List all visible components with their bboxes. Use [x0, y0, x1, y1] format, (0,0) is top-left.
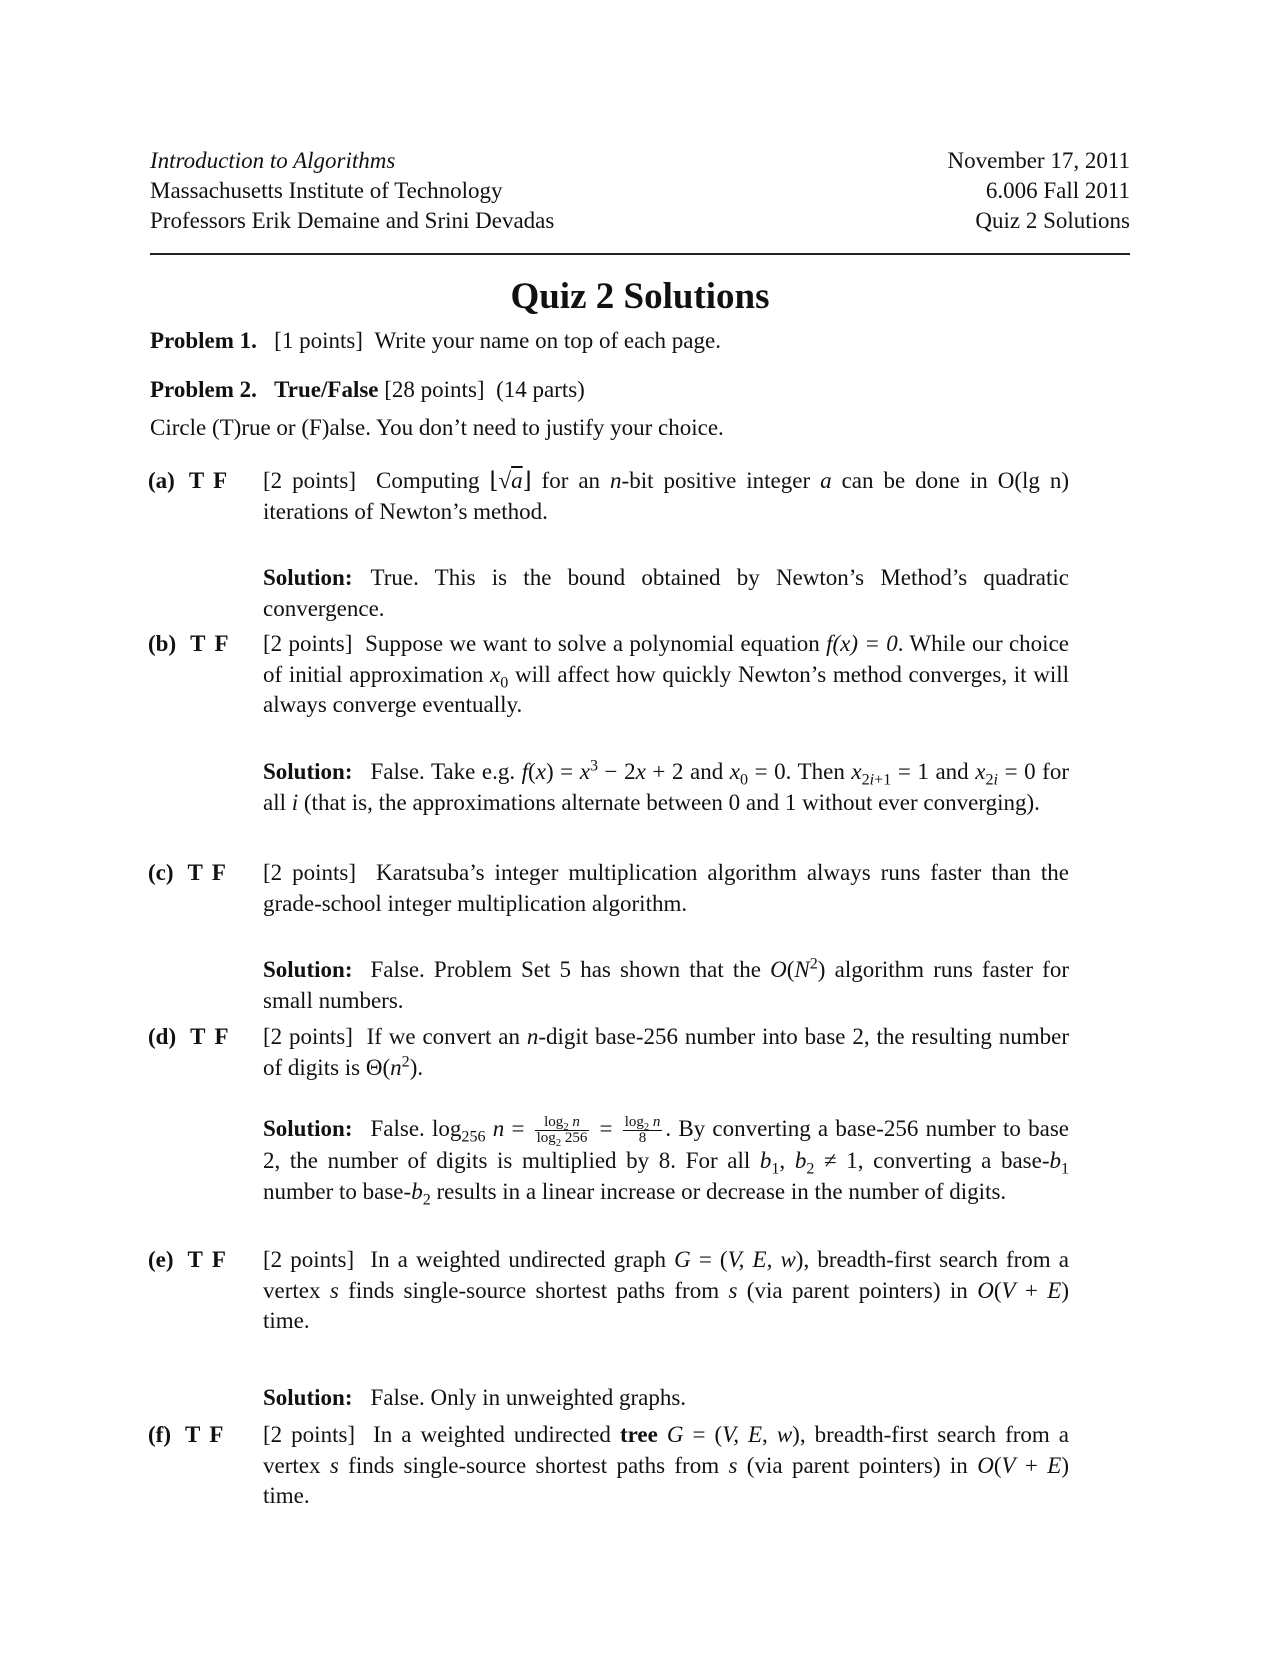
solution-text: False. Take e.g.	[370, 759, 522, 784]
question-c-label	[148, 858, 235, 888]
problem-2-label: Problem 2.	[150, 377, 257, 402]
professors: Professors Erik Demaine and Srini Devadas	[150, 208, 555, 233]
q-text: Computing	[375, 468, 490, 493]
solution-text: algorithm runs faster for small numbers.	[263, 957, 1069, 1013]
header-left	[150, 146, 554, 236]
points: [2 points]	[263, 1247, 355, 1272]
question-e-label	[148, 1245, 235, 1275]
true-choice[interactable]: T	[187, 1247, 203, 1272]
course-number: 6.006 Fall 2011	[985, 178, 1130, 203]
math-expression: f	[521, 759, 529, 784]
problem-2-topic: True/False	[274, 377, 379, 402]
solution-text: . By converting a base-256 number to base 2, the number of digits is multiplied by 8. For all	[263, 1116, 1070, 1174]
true-choice[interactable]: T	[188, 468, 205, 493]
math-expression: O	[770, 957, 787, 982]
q-text: time.	[263, 1483, 310, 1508]
q-text: , breadth-first search from a vertex	[263, 1247, 1069, 1303]
question-f-label	[148, 1420, 232, 1450]
problem-1-points: [1 points]	[274, 328, 363, 353]
math-eq: f(x) = 0	[826, 631, 898, 656]
part-label: (e)	[148, 1247, 174, 1272]
header-rule	[150, 253, 1130, 255]
q-text: . While our choice of initial approximation	[263, 631, 1069, 687]
problem-2-instructions: Circle (T)rue or (F)alse. You don’t need to justify your choice.	[150, 415, 724, 440]
fraction: $\frac{\log_2 n}{8}$	[624, 1114, 661, 1147]
solution-label: Solution:	[263, 1116, 353, 1141]
course-name: Introduction to Algorithms	[150, 148, 396, 173]
part-label: (c)	[148, 860, 174, 885]
question-c-text	[263, 858, 1069, 919]
page-title: Quiz 2 Solutions	[510, 276, 770, 317]
solution-text: False. Only in unweighted graphs.	[370, 1385, 687, 1410]
q-text: finds single-source shortest paths from	[338, 1452, 729, 1478]
problem-1	[150, 326, 721, 356]
solution-label: Solution:	[263, 1385, 353, 1410]
false-choice[interactable]: F	[211, 860, 226, 885]
q-text: Suppose we want to solve a polynomial equation	[365, 631, 827, 656]
solution-label: Solution:	[263, 565, 353, 590]
problem-1-label: Problem 1.	[150, 328, 257, 353]
true-choice[interactable]: T	[187, 860, 203, 885]
question-a-text	[263, 466, 1069, 527]
points: [2 points]	[263, 860, 357, 885]
part-label: (a)	[148, 468, 175, 493]
part-label: (d)	[148, 1024, 177, 1049]
question-f-text: [2 points] In a weighted undirected tree G = (V, E, w), breadth-first search from a vertex s finds single-source shortest paths from s (via parent pointers) in O(V + E) time.	[263, 1422, 1070, 1508]
tf-choices	[190, 1024, 237, 1049]
math-x0: x	[490, 661, 501, 687]
solution-b: Solution: False. Take e.g. $f(x) = x^3 - 2x + 2$ and $x_0 = 0$. Then $x_{2i+1} = 1$ and $x_{2i} = 0$ for all i (that is, the approximations alternate between 0 and 1 without ever converging).	[263, 757, 1069, 815]
solution-a	[263, 563, 1069, 624]
part-label: (b)	[148, 631, 177, 656]
points: [2 points]	[263, 1422, 356, 1447]
q-text: .	[417, 1054, 424, 1080]
false-choice[interactable]: F	[211, 1247, 226, 1272]
solution-text: True. This is the bound obtained by Newton’s Method’s quadratic convergence.	[263, 565, 1069, 621]
q-text: -bit positive integer	[621, 468, 821, 493]
question-a-label	[148, 466, 236, 496]
tf-choices	[188, 860, 235, 885]
solution-label: Solution:	[263, 957, 353, 982]
doc-type: Quiz 2 Solutions	[975, 208, 1130, 233]
false-choice[interactable]: F	[209, 1422, 224, 1447]
false-choice[interactable]: F	[213, 468, 228, 493]
solution-e	[263, 1383, 1069, 1414]
q-text: , breadth-first search from a vertex	[263, 1422, 1069, 1478]
solution-text: results in a linear increase or decrease in the number of digits.	[430, 1178, 1007, 1204]
problem-2-parts: (14 parts)	[496, 377, 585, 402]
false-choice[interactable]: F	[214, 1024, 229, 1049]
problem-2-points: [28 points]	[384, 377, 485, 402]
part-label: (f)	[148, 1422, 171, 1447]
question-e-text: [2 points] In a weighted undirected graph G = (V, E, w), breadth-first search from a vertex s finds single-source shortest paths from s (via parent pointers) in O(V + E) time.	[263, 1247, 1070, 1333]
fraction: $\frac{\log_2 n}{\log_2 256}$	[536, 1114, 588, 1150]
solution-text: (that is, the approximations alternate between 0 and 1 without ever converging).	[298, 789, 1040, 815]
solution-d: Solution: False. $\log_{256} n$ = $\frac{\log_2 n}{\log_2 256}$ = $\frac{\log_2 n}{8}$ . By converting a base-256 number to base 2, the number of digits is multiplied by 8. For all $b_1$, $b_2 \ne 1$, converting a base-$b_1$ number to base-$b_2$ results in a linear increase or decrease in the number of digits.	[263, 1114, 1070, 1209]
math-a: a	[820, 468, 832, 493]
floor-sqrt-a-math: ⌊√a⌋	[489, 468, 532, 493]
q-text: time.	[263, 1308, 310, 1333]
solution-label: Solution:	[263, 759, 353, 784]
solution-text: False.	[370, 1116, 432, 1141]
q-text: (via parent pointers) in	[737, 1452, 978, 1478]
tf-choices	[185, 1422, 232, 1447]
q-text: In a weighted undirected	[373, 1422, 620, 1447]
date: November 17, 2011	[947, 148, 1130, 173]
tf-choices	[189, 468, 236, 493]
q-text: In a weighted undirected graph	[370, 1247, 675, 1272]
q-text: finds single-source shortest paths from	[338, 1277, 729, 1303]
question-d-label	[148, 1022, 238, 1052]
true-choice[interactable]: T	[184, 1422, 201, 1447]
tf-choices	[188, 1247, 235, 1272]
q-text: -digit base-256 number into base 2, the resulting number of digits is	[263, 1024, 1069, 1080]
solution-text: number to base-	[263, 1178, 412, 1204]
true-choice[interactable]: T	[190, 631, 206, 656]
solution-text: False. Problem Set 5 has shown that the	[370, 957, 771, 982]
q-text: can be done in	[831, 468, 998, 493]
solution-c: Solution: False. Problem Set 5 has shown that the $O(N^2)$ algorithm runs faster for small numbers.	[263, 955, 1069, 1013]
math-n: n	[610, 468, 622, 493]
problem-2	[150, 375, 585, 405]
q-text: Karatsuba’s integer multiplication algorithm always runs faster than the grade-school integer multiplication algorithm.	[263, 860, 1069, 916]
question-d-text: [2 points] If we convert an n-digit base-256 number into base 2, the resulting number of digits is $\Theta(n^2)$.	[263, 1024, 1069, 1080]
q-text: will affect how quickly Newton’s method converges, it will always converge eventually.	[263, 661, 1069, 717]
q-text: for an	[531, 468, 611, 493]
points: [2 points]	[263, 631, 353, 656]
institution: Massachusetts Institute of Technology	[150, 178, 503, 203]
points: [2 points]	[263, 1024, 353, 1049]
question-b-text: [2 points] Suppose we want to solve a polynomial equation f(x) = 0. While our choice of initial approximation $x_0$ will affect how quickly Newton’s method converges, it will always converge eventually.	[263, 631, 1069, 717]
q-text: If we convert an	[366, 1024, 527, 1049]
question-b-label	[148, 629, 238, 659]
solution-text: , converting a base-	[857, 1148, 1050, 1174]
false-choice[interactable]: F	[214, 631, 229, 656]
math-bound: O(lg n)	[997, 468, 1069, 493]
header-right	[948, 146, 1130, 236]
true-choice[interactable]: T	[190, 1024, 206, 1049]
tf-choices	[190, 631, 237, 656]
q-bold: tree	[619, 1422, 658, 1447]
q-text: (via parent pointers) in	[737, 1277, 978, 1303]
points: [2 points]	[263, 468, 357, 493]
problem-1-text: Write your name on top of each page.	[374, 328, 721, 353]
q-text: iterations of Newton’s method.	[263, 498, 548, 524]
